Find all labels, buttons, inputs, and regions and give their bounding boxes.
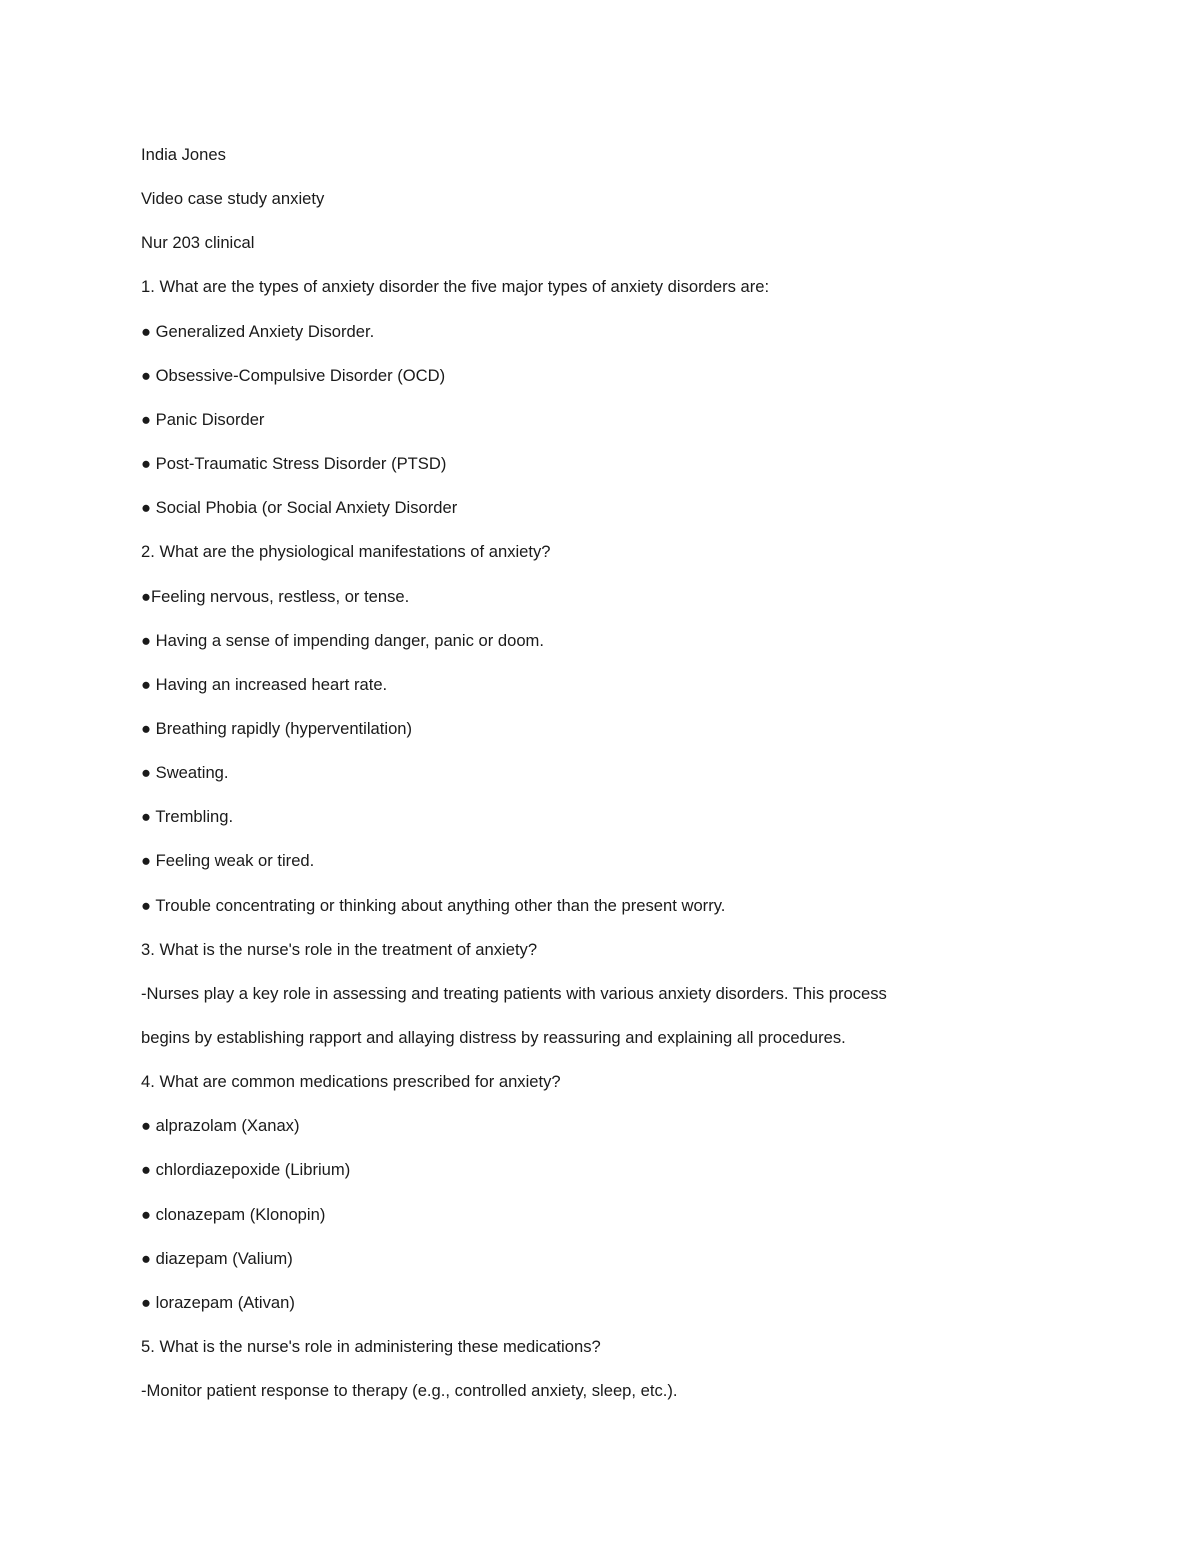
document-line: ● Obsessive-Compulsive Disorder (OCD) bbox=[141, 365, 446, 385]
document-line: ● Social Phobia (or Social Anxiety Disorder bbox=[141, 498, 458, 518]
document-line: ● chlordiazepoxide (Librium) bbox=[141, 1160, 351, 1180]
document-line: ● Having an increased heart rate. bbox=[141, 674, 388, 694]
document-line: ● Having a sense of impending danger, panic or doom. bbox=[141, 630, 544, 650]
document-line: 1. What are the types of anxiety disorder the five major types of anxiety disorders are: bbox=[141, 277, 770, 297]
document-line: 5. What is the nurse's role in administering these medications? bbox=[141, 1337, 601, 1357]
document-line: ● Sweating. bbox=[141, 763, 229, 783]
document-line: -Monitor patient response to therapy (e.g., controlled anxiety, sleep, etc.). bbox=[141, 1381, 678, 1401]
document-line: 2. What are the physiological manifestations of anxiety? bbox=[141, 542, 551, 562]
document-line: ● clonazepam (Klonopin) bbox=[141, 1204, 326, 1224]
document-line: ● Panic Disorder bbox=[141, 409, 265, 429]
document-line: ● Generalized Anxiety Disorder. bbox=[141, 321, 375, 341]
document-line: ● diazepam (Valium) bbox=[141, 1248, 293, 1268]
document-line: ● alprazolam (Xanax) bbox=[141, 1116, 300, 1136]
document-line: begins by establishing rapport and allaying distress by reassuring and explaining all procedures. bbox=[141, 1028, 846, 1047]
document-line: ● Breathing rapidly (hyperventilation) bbox=[141, 718, 413, 738]
document-line: -Nurses play a key role in assessing and treating patients with various anxiety disorders. This process bbox=[141, 983, 887, 1003]
document-line: ● Post-Traumatic Stress Disorder (PTSD) bbox=[141, 454, 447, 474]
document-line: ●Feeling nervous, restless, or tense. bbox=[141, 586, 410, 606]
document-line: Video case study anxiety bbox=[141, 189, 325, 209]
document-line: ● Feeling weak or tired. bbox=[141, 851, 315, 871]
document-line: ● lorazepam (Ativan) bbox=[141, 1292, 295, 1312]
document-line: India Jones bbox=[141, 145, 226, 164]
document-line: ● Trembling. bbox=[141, 807, 234, 827]
document-line: 3. What is the nurse's role in the treatment of anxiety? bbox=[141, 939, 538, 959]
document-line: ● Trouble concentrating or thinking about anything other than the present worry. bbox=[141, 895, 726, 915]
document-line: 4. What are common medications prescribed for anxiety? bbox=[141, 1072, 561, 1092]
document-line: Nur 203 clinical bbox=[141, 233, 255, 253]
